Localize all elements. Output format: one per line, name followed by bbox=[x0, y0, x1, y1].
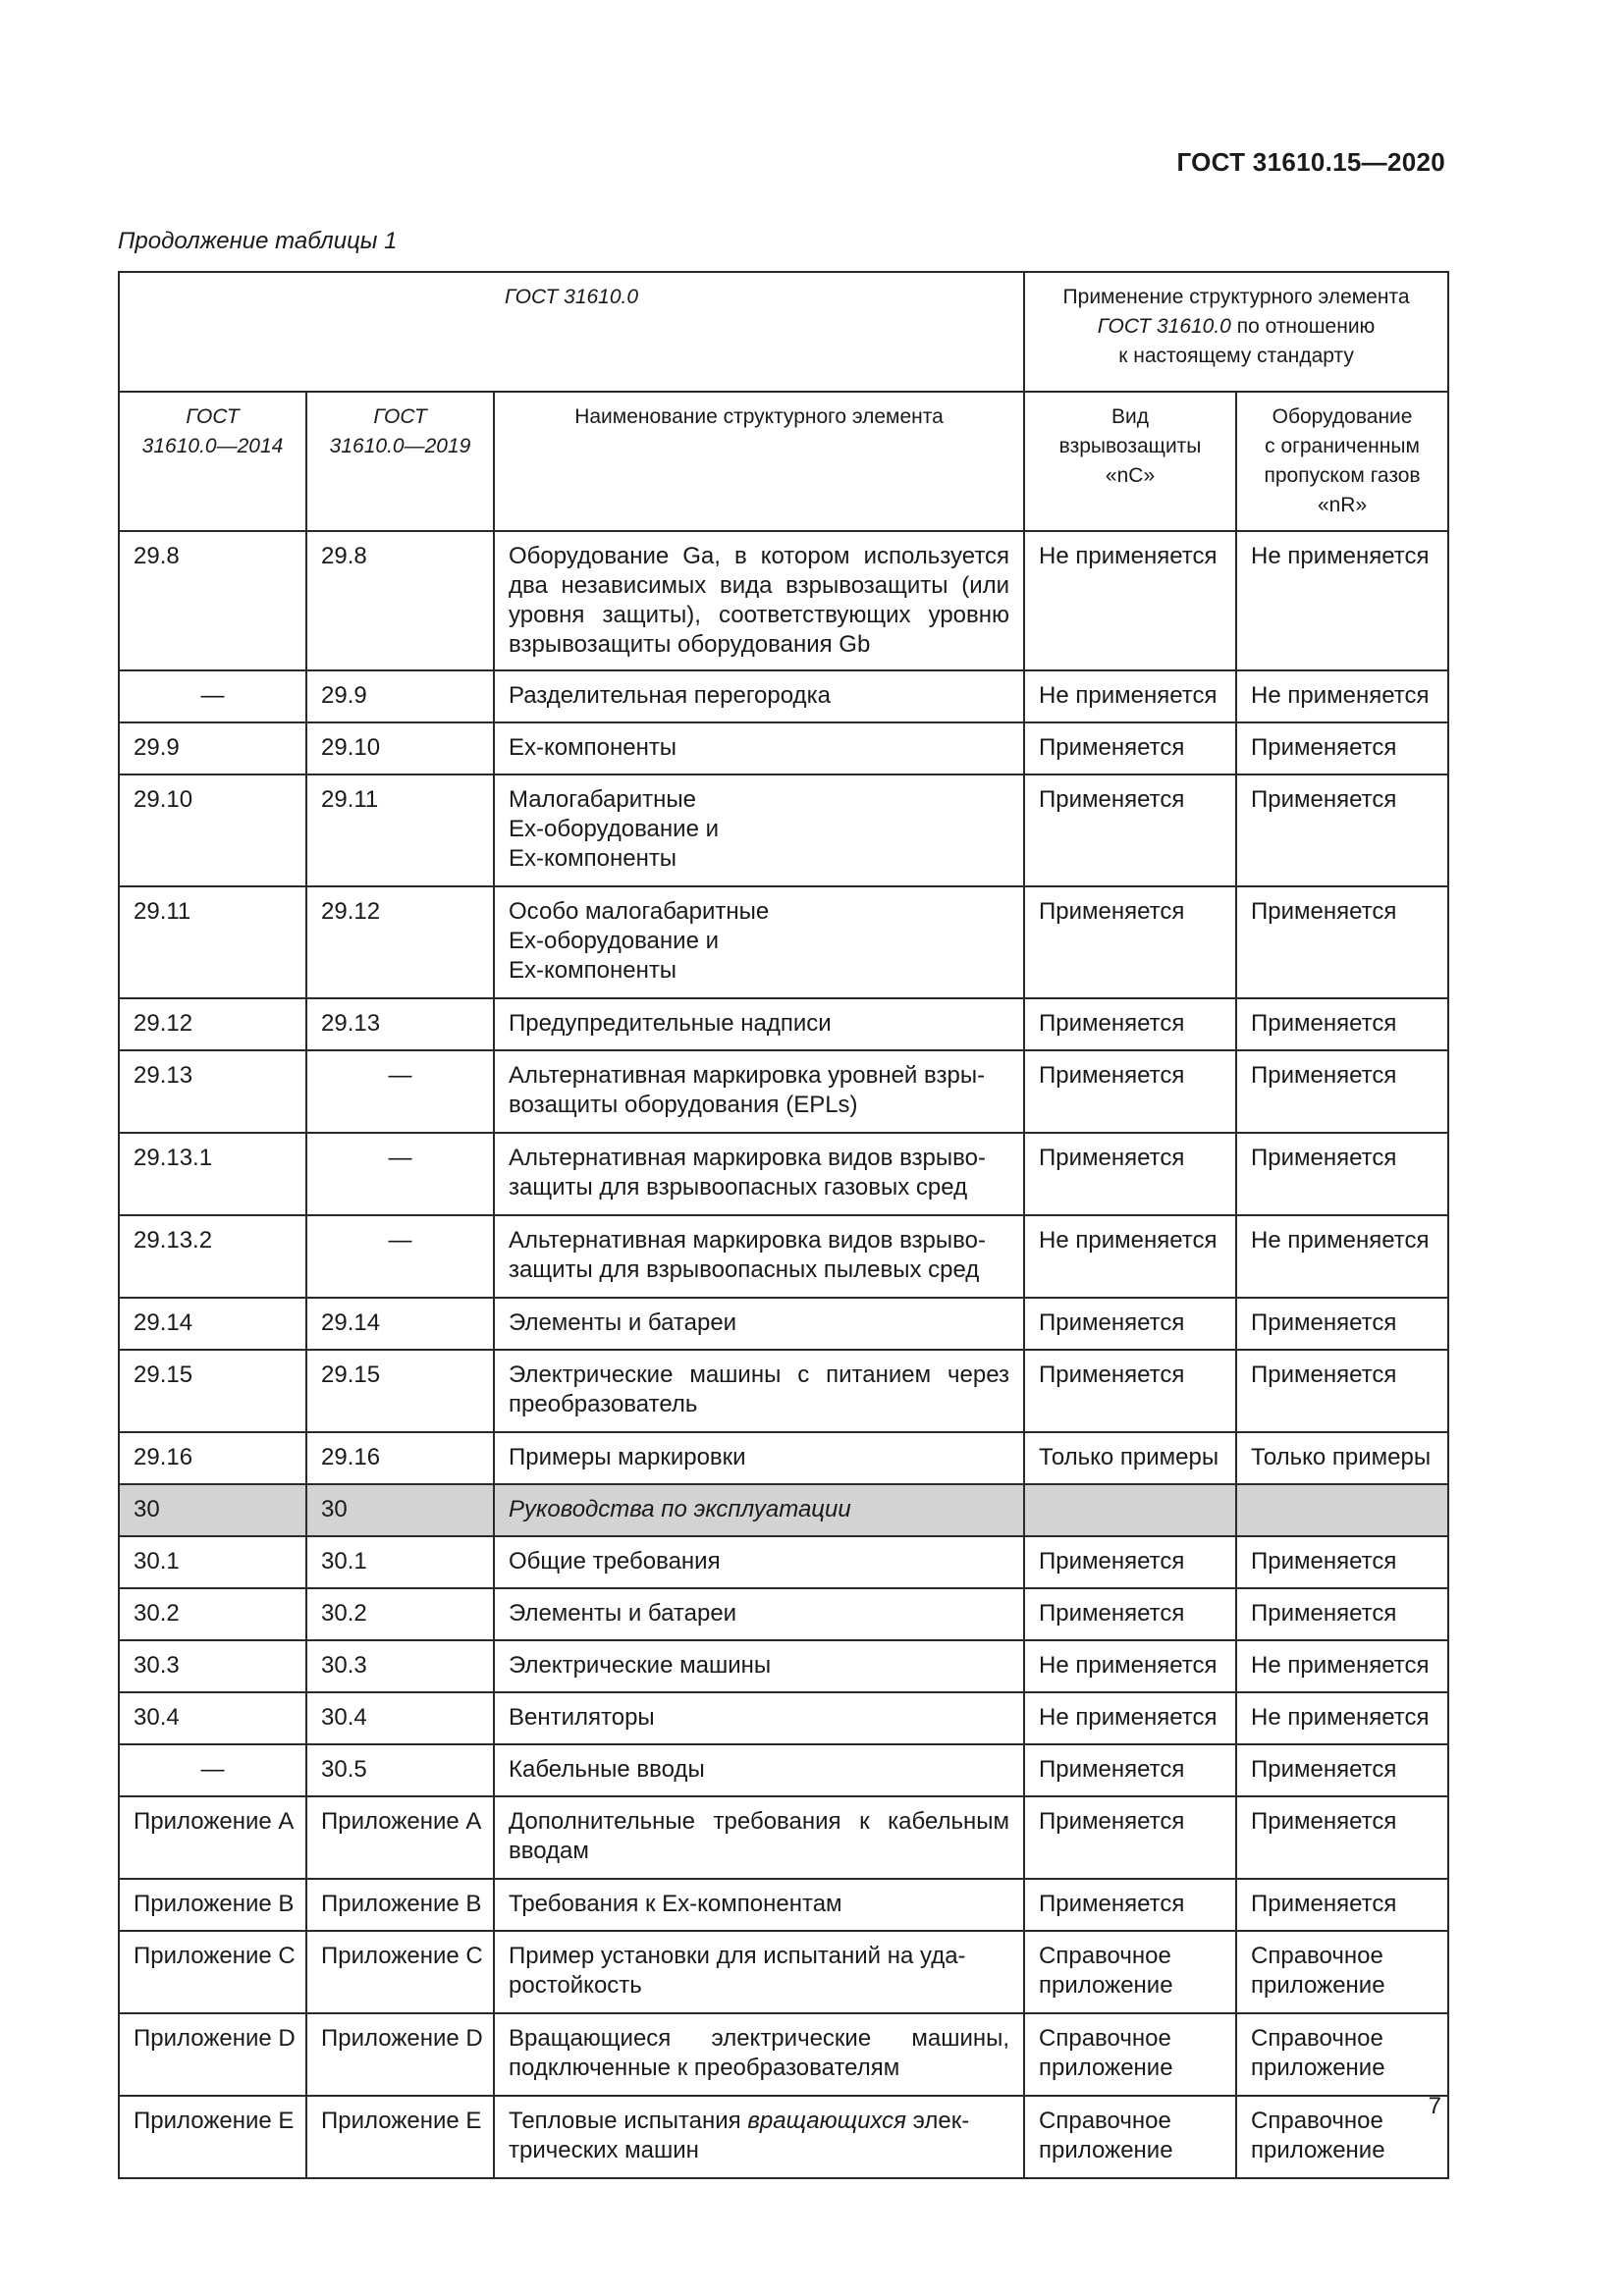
cell-gost-2014: Приложение E bbox=[119, 2096, 306, 2178]
cell-application-nr: Не применяется bbox=[1236, 531, 1448, 670]
header-col-nc-line1: Вид bbox=[1111, 405, 1150, 428]
cell-application-nc: Применяется bbox=[1024, 1133, 1236, 1215]
cell-gost-2019: — bbox=[306, 1050, 494, 1133]
table-row bbox=[119, 1744, 1448, 1796]
cell-application-nr: Справочное приложение bbox=[1236, 2013, 1448, 2096]
cell-gost-2019: Приложение D bbox=[306, 2013, 494, 2096]
cell-gost-2019: 30.2 bbox=[306, 1588, 494, 1640]
structural-elements-table bbox=[118, 271, 1449, 2179]
cell-application-nr: Не применяется bbox=[1236, 1640, 1448, 1692]
cell-element-name: Кабельные вводы bbox=[494, 1744, 1024, 1796]
cell-application-nc: Применяется bbox=[1024, 1050, 1236, 1133]
emphasis-text: вращающихся bbox=[747, 2108, 906, 2134]
cell-application-nc: Не применяется bbox=[1024, 531, 1236, 670]
cell-gost-2014: 29.11 bbox=[119, 886, 306, 998]
cell-gost-2014: 30.4 bbox=[119, 1692, 306, 1744]
cell-gost-2019: 30 bbox=[306, 1484, 494, 1536]
header-col-nc bbox=[1024, 392, 1236, 531]
cell-application-nr: Справочное приложение bbox=[1236, 2096, 1448, 2178]
cell-application-nr: Применяется bbox=[1236, 998, 1448, 1050]
cell-application-nc: Применяется bbox=[1024, 774, 1236, 886]
cell-gost-2014: 29.8 bbox=[119, 531, 306, 670]
table-row bbox=[119, 1796, 1448, 1879]
cell-element-name: Особо малогабаритные Ex-оборудование и Ex-компоненты bbox=[494, 886, 1024, 998]
table-row bbox=[119, 1588, 1448, 1640]
cell-element-name: Тепловые испытания вращающихся элек- трических машин bbox=[494, 2096, 1024, 2178]
table-row bbox=[119, 1133, 1448, 1215]
cell-element-name: Элементы и батареи bbox=[494, 1298, 1024, 1350]
header-col-2014-line2: 31610.0—2014 bbox=[141, 435, 284, 457]
cell-application-nc: Не применяется bbox=[1024, 1692, 1236, 1744]
table-section-row bbox=[119, 1484, 1448, 1536]
header-col-2019-line1: ГОСТ bbox=[373, 405, 427, 428]
cell-gost-2014: 29.16 bbox=[119, 1432, 306, 1484]
cell-application-nr bbox=[1236, 1484, 1448, 1536]
cell-element-name: Предупредительные надписи bbox=[494, 998, 1024, 1050]
cell-element-name: Разделительная перегородка bbox=[494, 670, 1024, 722]
cell-element-name: Электрические машины с питанием через преобразователь bbox=[494, 1350, 1024, 1432]
cell-gost-2014: 29.15 bbox=[119, 1350, 306, 1432]
header-col-nr bbox=[1236, 392, 1448, 531]
cell-element-name: Требования к Ex-компонентам bbox=[494, 1879, 1024, 1931]
cell-application-nr: Применяется bbox=[1236, 1298, 1448, 1350]
table-row bbox=[119, 1050, 1448, 1133]
table-row bbox=[119, 531, 1448, 670]
header-sub-row bbox=[119, 392, 1448, 531]
cell-application-nc: Только примеры bbox=[1024, 1432, 1236, 1484]
table-row bbox=[119, 670, 1448, 722]
cell-gost-2019: 30.5 bbox=[306, 1744, 494, 1796]
cell-gost-2014: 30.3 bbox=[119, 1640, 306, 1692]
cell-gost-2014: 30.2 bbox=[119, 1588, 306, 1640]
header-col-name: Наименование структурного элемента bbox=[494, 392, 1024, 531]
cell-application-nc: Применяется bbox=[1024, 998, 1236, 1050]
cell-element-name: Малогабаритные Ex-оборудование и Ex-компоненты bbox=[494, 774, 1024, 886]
cell-application-nr: Применяется bbox=[1236, 774, 1448, 886]
header-col-2014 bbox=[119, 392, 306, 531]
cell-application-nc: Не применяется bbox=[1024, 1215, 1236, 1298]
cell-gost-2014: 29.14 bbox=[119, 1298, 306, 1350]
cell-gost-2019: 30.3 bbox=[306, 1640, 494, 1692]
document-code: ГОСТ 31610.15—2020 bbox=[1176, 147, 1445, 177]
header-application-line1: Применение структурного элемента bbox=[1062, 286, 1410, 308]
cell-element-name: Электрические машины bbox=[494, 1640, 1024, 1692]
cell-gost-2019: 29.10 bbox=[306, 722, 494, 774]
cell-element-name: Альтернативная маркировка уровней взры- возащиты оборудования (EPLs) bbox=[494, 1050, 1024, 1133]
cell-element-name: Дополнительные требования к кабельным вводам bbox=[494, 1796, 1024, 1879]
cell-application-nr: Применяется bbox=[1236, 1744, 1448, 1796]
header-group-row bbox=[119, 272, 1448, 392]
table-row bbox=[119, 886, 1448, 998]
cell-gost-2019: Приложение C bbox=[306, 1931, 494, 2013]
cell-application-nc: Применяется bbox=[1024, 1536, 1236, 1588]
cell-application-nr: Применяется bbox=[1236, 1879, 1448, 1931]
cell-application-nr: Не применяется bbox=[1236, 1692, 1448, 1744]
cell-gost-2014: — bbox=[119, 670, 306, 722]
header-col-nc-line2: взрывозащиты bbox=[1058, 435, 1202, 457]
header-col-nr-line2: с ограниченным bbox=[1265, 435, 1420, 457]
cell-element-name: Примеры маркировки bbox=[494, 1432, 1024, 1484]
cell-application-nr: Не применяется bbox=[1236, 670, 1448, 722]
table-row bbox=[119, 1692, 1448, 1744]
cell-application-nc: Применяется bbox=[1024, 1744, 1236, 1796]
cell-gost-2019: 30.1 bbox=[306, 1536, 494, 1588]
cell-gost-2014: Приложение B bbox=[119, 1879, 306, 1931]
cell-gost-2019: Приложение A bbox=[306, 1796, 494, 1879]
cell-application-nr: Применяется bbox=[1236, 1796, 1448, 1879]
table-row bbox=[119, 2013, 1448, 2096]
cell-application-nc: Применяется bbox=[1024, 1796, 1236, 1879]
cell-application-nc: Применяется bbox=[1024, 1298, 1236, 1350]
cell-gost-2019: 29.12 bbox=[306, 886, 494, 998]
cell-gost-2014: 30 bbox=[119, 1484, 306, 1536]
cell-application-nr: Применяется bbox=[1236, 886, 1448, 998]
cell-gost-2014: 29.9 bbox=[119, 722, 306, 774]
cell-gost-2019: 29.11 bbox=[306, 774, 494, 886]
cell-gost-2014: Приложение D bbox=[119, 2013, 306, 2096]
table-caption: Продолжение таблицы 1 bbox=[118, 228, 398, 254]
cell-element-name: Вращающиеся электрические машины, подключенные к преобразователям bbox=[494, 2013, 1024, 2096]
header-application-line2: по отношению bbox=[1230, 315, 1376, 338]
cell-gost-2014: 29.13.2 bbox=[119, 1215, 306, 1298]
cell-application-nc: Применяется bbox=[1024, 886, 1236, 998]
cell-element-name: Общие требования bbox=[494, 1536, 1024, 1588]
cell-gost-2014: 30.1 bbox=[119, 1536, 306, 1588]
cell-gost-2014: — bbox=[119, 1744, 306, 1796]
header-application-gost: ГОСТ 31610.0 bbox=[1097, 315, 1231, 338]
cell-gost-2014: 29.13.1 bbox=[119, 1133, 306, 1215]
table-row bbox=[119, 774, 1448, 886]
cell-application-nc: Применяется bbox=[1024, 1350, 1236, 1432]
cell-application-nc: Не применяется bbox=[1024, 1640, 1236, 1692]
cell-application-nr: Применяется bbox=[1236, 1588, 1448, 1640]
cell-gost-2019: — bbox=[306, 1133, 494, 1215]
cell-gost-2019: 29.16 bbox=[306, 1432, 494, 1484]
cell-gost-2014: 29.13 bbox=[119, 1050, 306, 1133]
header-application-group bbox=[1024, 272, 1448, 392]
cell-gost-2019: 29.14 bbox=[306, 1298, 494, 1350]
header-col-nc-line3: «nC» bbox=[1105, 464, 1156, 487]
cell-application-nr: Применяется bbox=[1236, 1536, 1448, 1588]
page-number: 7 bbox=[1428, 2093, 1441, 2119]
header-col-2019-line2: 31610.0—2019 bbox=[329, 435, 471, 457]
table-row bbox=[119, 1350, 1448, 1432]
cell-application-nr: Не применяется bbox=[1236, 1215, 1448, 1298]
cell-gost-2019: 30.4 bbox=[306, 1692, 494, 1744]
cell-application-nr: Применяется bbox=[1236, 1050, 1448, 1133]
cell-application-nc: Применяется bbox=[1024, 722, 1236, 774]
table-row bbox=[119, 2096, 1448, 2178]
cell-application-nr: Только примеры bbox=[1236, 1432, 1448, 1484]
cell-gost-2014: 29.10 bbox=[119, 774, 306, 886]
cell-element-name: Элементы и батареи bbox=[494, 1588, 1024, 1640]
cell-application-nr: Применяется bbox=[1236, 1133, 1448, 1215]
table-row bbox=[119, 1215, 1448, 1298]
cell-element-name: Ex-компоненты bbox=[494, 722, 1024, 774]
cell-application-nc bbox=[1024, 1484, 1236, 1536]
cell-gost-2014: 29.12 bbox=[119, 998, 306, 1050]
cell-gost-2019: Приложение E bbox=[306, 2096, 494, 2178]
table-row bbox=[119, 1432, 1448, 1484]
cell-gost-2019: Приложение B bbox=[306, 1879, 494, 1931]
cell-element-name: Альтернативная маркировка видов взрыво- защиты для взрывоопасных газовых сред bbox=[494, 1133, 1024, 1215]
table-body bbox=[119, 531, 1448, 2178]
table-row bbox=[119, 1536, 1448, 1588]
header-col-nr-line3: пропуском газов bbox=[1264, 464, 1421, 487]
cell-application-nc: Применяется bbox=[1024, 1588, 1236, 1640]
table-row bbox=[119, 1640, 1448, 1692]
header-gost-group: ГОСТ 31610.0 bbox=[119, 272, 1024, 392]
cell-element-name: Вентиляторы bbox=[494, 1692, 1024, 1744]
cell-gost-2019: 29.13 bbox=[306, 998, 494, 1050]
table-row bbox=[119, 1298, 1448, 1350]
cell-element-name: Альтернативная маркировка видов взрыво- защиты для взрывоопасных пылевых сред bbox=[494, 1215, 1024, 1298]
cell-application-nc: Применяется bbox=[1024, 1879, 1236, 1931]
cell-gost-2019: — bbox=[306, 1215, 494, 1298]
cell-element-name: Руководства по эксплуатации bbox=[494, 1484, 1024, 1536]
header-application-line3: к настоящему стандарту bbox=[1118, 345, 1354, 367]
header-col-nr-line4: «nR» bbox=[1317, 494, 1368, 516]
cell-gost-2019: 29.8 bbox=[306, 531, 494, 670]
cell-gost-2019: 29.9 bbox=[306, 670, 494, 722]
cell-application-nc: Справочное приложение bbox=[1024, 2096, 1236, 2178]
header-col-2019 bbox=[306, 392, 494, 531]
table-row bbox=[119, 998, 1448, 1050]
table-row bbox=[119, 722, 1448, 774]
cell-application-nr: Справочное приложение bbox=[1236, 1931, 1448, 2013]
cell-application-nr: Применяется bbox=[1236, 722, 1448, 774]
header-col-nr-line1: Оборудование bbox=[1272, 405, 1413, 428]
cell-gost-2019: 29.15 bbox=[306, 1350, 494, 1432]
cell-gost-2014: Приложение A bbox=[119, 1796, 306, 1879]
table-row bbox=[119, 1879, 1448, 1931]
cell-gost-2014: Приложение C bbox=[119, 1931, 306, 2013]
cell-element-name: Оборудование Ga, в котором используется два независимых вида взрывозащиты (или уровня защиты), соответствующих уровню взрывозащиты оборудования Gb bbox=[494, 531, 1024, 670]
cell-application-nr: Применяется bbox=[1236, 1350, 1448, 1432]
cell-application-nc: Справочное приложение bbox=[1024, 1931, 1236, 2013]
cell-application-nc: Справочное приложение bbox=[1024, 2013, 1236, 2096]
cell-application-nc: Не применяется bbox=[1024, 670, 1236, 722]
table-row bbox=[119, 1931, 1448, 2013]
header-col-2014-line1: ГОСТ bbox=[186, 405, 240, 428]
cell-element-name: Пример установки для испытаний на уда- ростойкость bbox=[494, 1931, 1024, 2013]
